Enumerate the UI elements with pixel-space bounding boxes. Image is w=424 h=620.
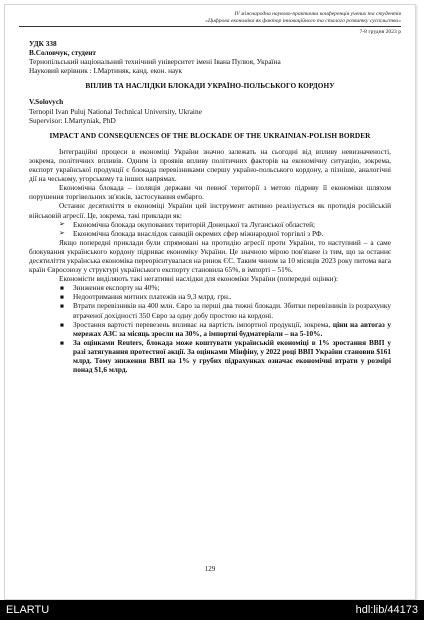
arrow-bullet-icon: ➢ — [59, 228, 65, 237]
udc-code: УДК 338 — [29, 39, 57, 48]
en-affiliation: Ternopil Ivan Puluj National Technical University, Ukraine — [29, 106, 202, 116]
square-bullet-icon: ■ — [60, 303, 64, 311]
list-item: ■ Зниження експорту на 40%; — [60, 283, 160, 293]
ua-title: ВПЛИВ ТА НАСЛІДКИ БЛОКАДИ УКРАЇНО-ПОЛЬСЬКОГО КОРДОНУ — [85, 81, 335, 91]
en-supervisor: Supervisor: I.Martyniak, PhD — [29, 115, 116, 125]
ua-supervisor: Науковий керівник : І.Мартиняк, канд. екон. наук — [29, 66, 183, 76]
square-bullet-icon: ■ — [60, 339, 64, 347]
list-item: ■ Зростання вартості перевезень впливає на вартість імпортної продукції, зокрема, ціни на автогаз у мережах АЗС за місяць зросли на 30%, а імпортні будматеріали – на 5-10%. — [60, 319, 391, 338]
en-title: IMPACT AND CONSEQUENCES OF THE BLOCKADE OF THE UKRAINIAN-POLISH BORDER — [49, 130, 371, 140]
repository-footer — [0, 600, 424, 620]
en-author: V.Solovych — [29, 97, 64, 107]
square-bullet-icon: ■ — [60, 321, 64, 329]
article-body — [29, 39, 391, 374]
handle-id: hdl:lib/44173 — [355, 604, 418, 616]
paragraph-intro: Інтеграційні процеси в економіці України значно залежать на сьогодні від впливу невизначеності, зокрема, політичних впливів. Одним із проявів впливу політичних факторів на економічну ситуацію, зокрема, експорт української продукції є блокада перевізниками спершу україно-польського кордону, а пізніше, аналогічні дії на чеському, угорському та інших напрямах. — [29, 146, 391, 184]
square-bullet-icon: ■ — [60, 285, 64, 293]
conference-header-line-2: «Цифрова економіка як фактор інноваційного та сталого розвитку суспільства» — [205, 18, 401, 24]
repository-name: ELARTU — [6, 604, 50, 616]
ua-author: В.Соловчук, студент — [29, 48, 96, 58]
conference-date: 7-8 грудня 2023 р — [359, 29, 401, 35]
list-item: ■ Недоотримання митних платежів на 9,3 млрд. грн.. — [60, 292, 232, 302]
paragraph-examples-lead: Останнє десятиліття в економіці України цей інструмент активно реалізується як протидія російській військовій агресії. Це, зокрема, такі приклади як: — [29, 201, 391, 220]
header-rule — [19, 26, 401, 27]
paragraph-consequences-lead: Економісти виділяють такі негативні наслідки для економіки України (попередні оцінки): — [59, 274, 339, 284]
paragraph-definition: Економічна блокада – ізоляція держави чи певної території з метою підриву її економіки шляхом порушення торгівельних зв'язків, застосування ембарго. — [29, 183, 391, 202]
list-item: ➢ Економічна блокада внаслідок санкцій окремих сфер міжнародної торгівлі з РФ. — [59, 228, 324, 238]
document-page — [4, 4, 416, 600]
examples-list — [29, 220, 391, 238]
paragraph-eu-trade: Якщо попередні приклади були спрямовані на протидію агресії проти України, то наступний – а саме блокування українського кордону підриває економіку України. Це значною мірою пов'язане із тим, що за останнє десятиліття українська економіка переорієнтувалася на ринок ЄС. Таким чином за 10 місяців 2023 року питома вага країн Євросоюзу у структурі українського експорту становила 65%, в імпорті – 51%. — [29, 237, 391, 275]
list-item: ■ Втрати перевізників на 400 млн. Євро за перші два тижні блокади. Збитки перевізників із розрахунку втраченої дохідності 350 Євро за одну добу простою на кордоні. — [60, 301, 391, 320]
arrow-bullet-icon: ➢ — [59, 219, 65, 228]
list-item: ➢ Економічна блокада окупованих територій Донецької та Луганської областей; — [59, 219, 316, 229]
conference-header-line-1: IV міжнародна науково-практична конференція учених та студентів — [234, 11, 401, 17]
square-bullet-icon: ■ — [60, 294, 64, 302]
consequences-list — [29, 283, 391, 374]
page-number: 129 — [204, 565, 216, 573]
ua-affiliation: Тернопільський національний технічний університет імені Івана Пулюя, Україна — [29, 57, 281, 67]
list-item: ■ За оцінками Reuters, блокада може коштувати українській економіці в 1% зростання ВВП у разі затягування протестної акції. За оцінками Мінфіну, у 2022 році ВВП України становив $161 млрд. Тому зниження ВВП на 1% у грубих підрахунках означає економічні втрати у розмірі понад $1,6 млрд. — [60, 337, 391, 375]
